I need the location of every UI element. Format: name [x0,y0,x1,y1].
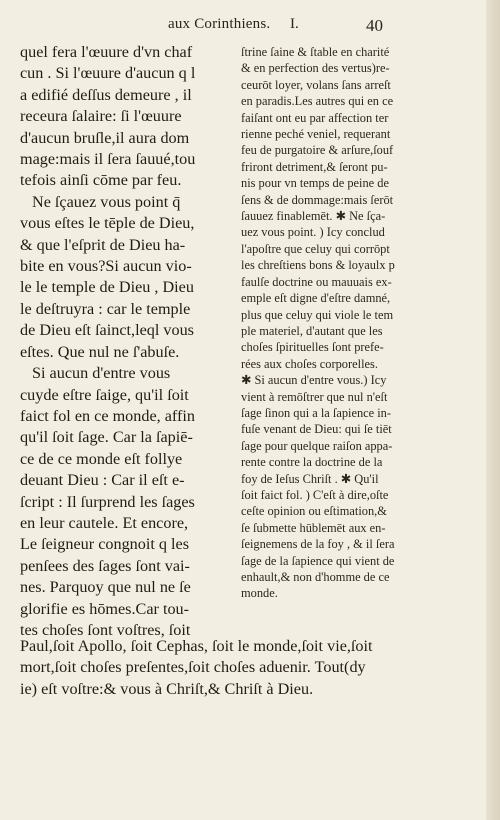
text-line: vous eſtes le tēple de Dieu, [20,214,195,233]
scripture-text-column [20,42,232,641]
gloss-line: ſtrine ſaine & ſtable en charité [241,45,390,59]
page-edge [486,0,500,820]
gloss-line: en paradis.Les autres qui en ce [241,94,394,109]
text-line: mort,ſoit choſes preſentes,ſoit choſes aduenir. Tout(dy [20,658,366,677]
gloss-line: enhault,& non d'homme de ce [241,570,390,584]
gloss-line: ſoit faict fol. ) C'eſt à dire,oſte [241,487,389,502]
text-line: eſtes. Que nul ne ſ'abuſe. [20,342,180,361]
gloss-line: ✱ Si aucun d'entre vous.) Icy [241,373,387,388]
gloss-line: ſens & de dommage:mais ſerōt [241,192,394,207]
text-line: le deſtruyra : car le temple [20,299,191,318]
folio-number: 40 [366,16,383,35]
text-line: Ne ſçauez vous point q̄ [32,192,181,211]
text-line: cun . Si l'œuure d'aucun q l [20,64,196,83]
text-line: mage:mais il ſera ſauué,tou [20,150,196,169]
gloss-line: nis pour vn temps de peine de [241,176,389,191]
text-line: ie) eſt voſtre:& vous à Chriſt,& Chriſt à Dieu. [20,679,314,698]
text-line: quel fera l'œuure d'vn chaf [20,43,193,61]
gloss-line: foy de Ieſus Chriſt . ✱ Qu'il [241,471,379,486]
gloss-line: ceurōt loyer, volans ſans arreſt [241,77,391,92]
gloss-line: ple materiel, d'autant que les [241,323,383,338]
full-width-text [20,636,440,700]
gloss-line: rées aux choſes corporelles. [241,356,378,371]
text-line: tefois ainſi cōme par feu. [20,171,182,190]
text-line: glorifie es hōmes.Car tou- [20,599,190,618]
text-line: bite en vous?Si aucun vio- [20,257,192,276]
text-line: penſees des ſages ſont vai- [20,556,190,575]
text-line: & que l'eſprit de Dieu ha- [20,235,186,254]
text-line: a edifié deſſus demeure , il [20,85,192,104]
gloss-line: friront detriment,& ſeront pu- [241,159,388,174]
gloss-line: ſeignemens de la foy , & il ſera [241,537,395,552]
gloss-line: rente contre la doctrine de la [241,455,383,470]
text-line: deuant Dieu : Car il eſt e- [20,471,185,490]
gloss-line: plus que celuy qui viole le tem [241,307,394,322]
gloss-line: ſe ſubmette hūblemēt aux en- [241,520,386,535]
gloss-line: l'apoſtre que celuy qui corrōpt [241,241,390,256]
gloss-line: choſes ſpirituelles ſont prefe- [241,340,384,355]
text-line: receura ſalaire: ſi l'œuure [20,107,182,126]
gloss-line: fuſe venant de Dieu: qui ſe tiēt [241,422,392,437]
gloss-line: vient à remōſtrer que nul n'eſt [241,389,388,404]
gloss-line: uez vous point. ) Icy conclud [241,225,385,240]
gloss-line: faiſant ont eu par affection ter [241,110,389,125]
text-line: faict fol en ce monde, affin [20,406,195,425]
gloss-line: ſage ſinon qui a la ſapience in- [241,405,392,420]
gloss-line: feu de purgatoire & arſure,ſouf [241,143,394,158]
text-line: Paul,ſoit Apollo, ſoit Cephas, ſoit le monde,ſoit vie,ſoit [20,637,373,655]
gloss-line: monde. [241,586,278,601]
text-line: ſcript : Il ſurprend les ſages [20,492,195,511]
text-line: Si aucun d'entre vous [32,364,171,383]
text-line: de Dieu eſt ſainct,leql vous [20,321,194,340]
gloss-line: faulſe doctrine ou mauuais ex- [241,274,392,289]
page-header [0,16,500,38]
text-line: nes. Parquoy que nul ne ſe [20,578,191,597]
text-line: en leur cautele. Et encore, [20,513,189,532]
gloss-line: rienne peché veniel, requerant [241,127,391,142]
commentary-column [241,44,437,602]
text-line: tes choſes ſont voſtres, ſoit [20,620,191,639]
text-line: cuyde eſtre ſaige, qu'il ſoit [20,385,189,404]
text-line: d'aucun bruſle,il aura dom [20,128,190,147]
gloss-line: ſage de la ſapience qui vient de [241,553,395,568]
gloss-line: les chreſtiens bons & loyaulx p [241,258,395,273]
gloss-line: & en perfection des vertus)re- [241,61,390,76]
gloss-line: ceſte opinion ou eſtimation,& [241,504,387,519]
gloss-line: ſauuez finablemēt. ✱ Ne ſça- [241,209,386,224]
text-line: qu'il ſoit ſage. Car la ſapiē- [20,428,193,447]
text-line: Le ſeigneur congnoit q les [20,535,190,554]
gloss-line: emple eſt digne d'eſtre damné, [241,291,391,306]
running-head: aux Corinthiens. [168,16,271,32]
text-line: le le temple de Dieu , Dieu [20,278,194,297]
chapter-number: I. [290,16,299,32]
gloss-line: ſage pour quelque raiſon appa- [241,438,393,453]
text-line: ce de ce monde eſt follye [20,449,183,468]
